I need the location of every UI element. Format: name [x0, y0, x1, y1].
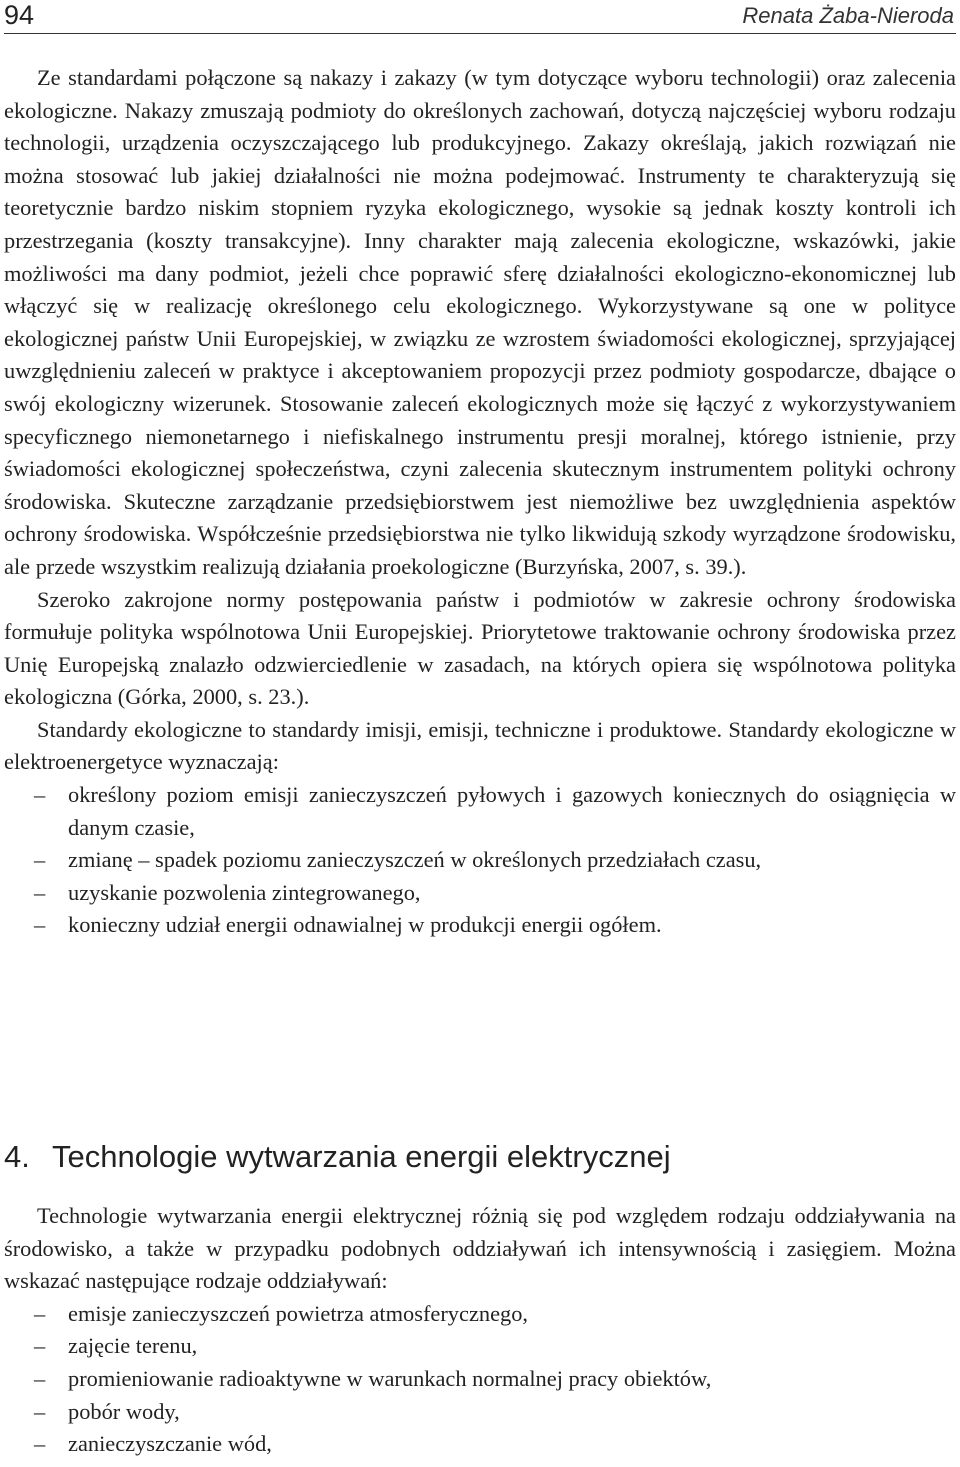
list-item-text: zmianę – spadek poziomu zanieczyszczeń w określonych przedziałach czasu,	[68, 847, 762, 873]
list-item	[4, 1298, 956, 1331]
list-item	[4, 909, 956, 942]
list-item-text: emisje zanieczyszczeń powietrza atmosferycznego,	[68, 1300, 529, 1326]
section-title: Technologie wytwarzania energii elektrycznej	[52, 1139, 671, 1174]
list-item	[4, 877, 956, 910]
dash-bullet: –	[34, 912, 46, 938]
dash-bullet: –	[34, 1300, 46, 1326]
running-header	[4, 0, 956, 34]
list-item-text: promieniowanie radioaktywne w warunkach normalnej pracy obiektów,	[68, 1365, 712, 1391]
list-item-text: uzyskanie pozwolenia zintegrowanego,	[68, 879, 421, 905]
paragraph: Technologie wytwarzania energii elektrycznej różnią się pod względem rodzaju oddziaływania na środowisko, a także w przypadku podobnych oddziaływań ich intensywnością i zasięgiem. Można wskazać następujące rodzaje oddziaływań:	[4, 1203, 956, 1294]
dash-bullet: –	[34, 1333, 46, 1359]
list-item-text: konieczny udział energii odnawialnej w produkcji energii ogółem.	[68, 912, 662, 938]
list-item-text: określony poziom emisji zanieczyszczeń pyłowych i gazowych koniecznych do osiągnięcia w danym czasie,	[68, 782, 956, 840]
page-number: 94	[4, 0, 35, 30]
paragraph: Szeroko zakrojone normy postępowania państw i podmiotów w zakresie ochrony środowiska formułuje polityka wspólnotowa Unii Europejskiej. Priorytetowe traktowanie ochrony środowiska przez Unię Europejską znalazło odzwierciedlenie w zasadach, na których opiera się wspólnotowa polityka ekologiczna (Górka, 2000, s. 23.).	[4, 586, 956, 710]
list-item	[4, 779, 956, 844]
text-block-2	[4, 1200, 956, 1461]
dash-bullet: –	[34, 782, 46, 808]
dash-bullet: –	[34, 1398, 46, 1424]
list-item	[4, 844, 956, 877]
list-item-text: pobór wody,	[68, 1398, 180, 1424]
section-number: 4.	[4, 1139, 30, 1174]
list-item-text: zajęcie terenu,	[68, 1333, 198, 1359]
dash-bullet: –	[34, 1431, 46, 1457]
list-item-text: zanieczyszczanie wód,	[68, 1431, 272, 1457]
section-heading	[4, 1137, 671, 1177]
list-item	[4, 1363, 956, 1396]
list-item	[4, 1428, 956, 1461]
list-item	[4, 1396, 956, 1429]
dash-bullet: –	[34, 879, 46, 905]
dash-bullet: –	[34, 1365, 46, 1391]
paragraph: Ze standardami połączone są nakazy i zakazy (w tym dotyczące wyboru technologii) oraz zalecenia ekologiczne. Nakazy zmuszają podmioty do określonych zachowań, dotyczą najczęściej wyboru rodzaju technologii, urządzenia oczyszczającego lub produkcyjnego. Zakazy określają, jakich rozwiązań nie można stosować lub jakiej działalności nie można podejmować. Instrumenty te charakteryzują się teoretycznie bardzo niskim stopniem ryzyka ekologicznego, wysokie są jednak koszty kontroli ich przestrzegania (koszty transakcyjne). Inny charakter mają zalecenia ekologiczne, wskazówki, jakie możliwości ma dany podmiot, jeżeli chce poprawić sferę działalności ekologiczno-ekonomicznej lub włączyć się w realizację określonego celu ekologicznego. Wykorzystywane są one w polityce ekologicznej państw Unii Europejskiej, w związku ze wzrostem świadomości ekologicznej, sprzyjającej uwzględnieniu zaleceń w praktyce i akceptowaniem propozycji przez podmioty gospodarcze, dbające o swój ekologiczny wizerunek. Stosowanie zaleceń ekologicznych może się łączyć z wykorzystywaniem specyficznego niemonetarnego i niefiskalnego instrumentu presji moralnej, którego istnienie, przy świadomości ekologicznej społeczeństwa, czyni zalecenia skutecznym instrumentem polityki ochrony środowiska. Skuteczne zarządzanie przedsiębiorstwem jest niemożliwe bez uwzględnienia aspektów ochrony środowiska. Współcześnie przedsiębiorstwa nie tylko likwidują szkody wyrządzone środowisku, ale przede wszystkim realizują działania proekologiczne (Burzyńska, 2007, s. 39.).	[4, 65, 956, 579]
dash-bullet: –	[34, 847, 46, 873]
text-block-1	[4, 62, 956, 942]
running-header-author: Renata Żaba-Nieroda	[742, 3, 954, 28]
list-item	[4, 1330, 956, 1363]
paragraph: Standardy ekologiczne to standardy imisji, emisji, techniczne i produktowe. Standardy ekologiczne w elektroenergetyce wyznaczają:	[4, 716, 956, 775]
